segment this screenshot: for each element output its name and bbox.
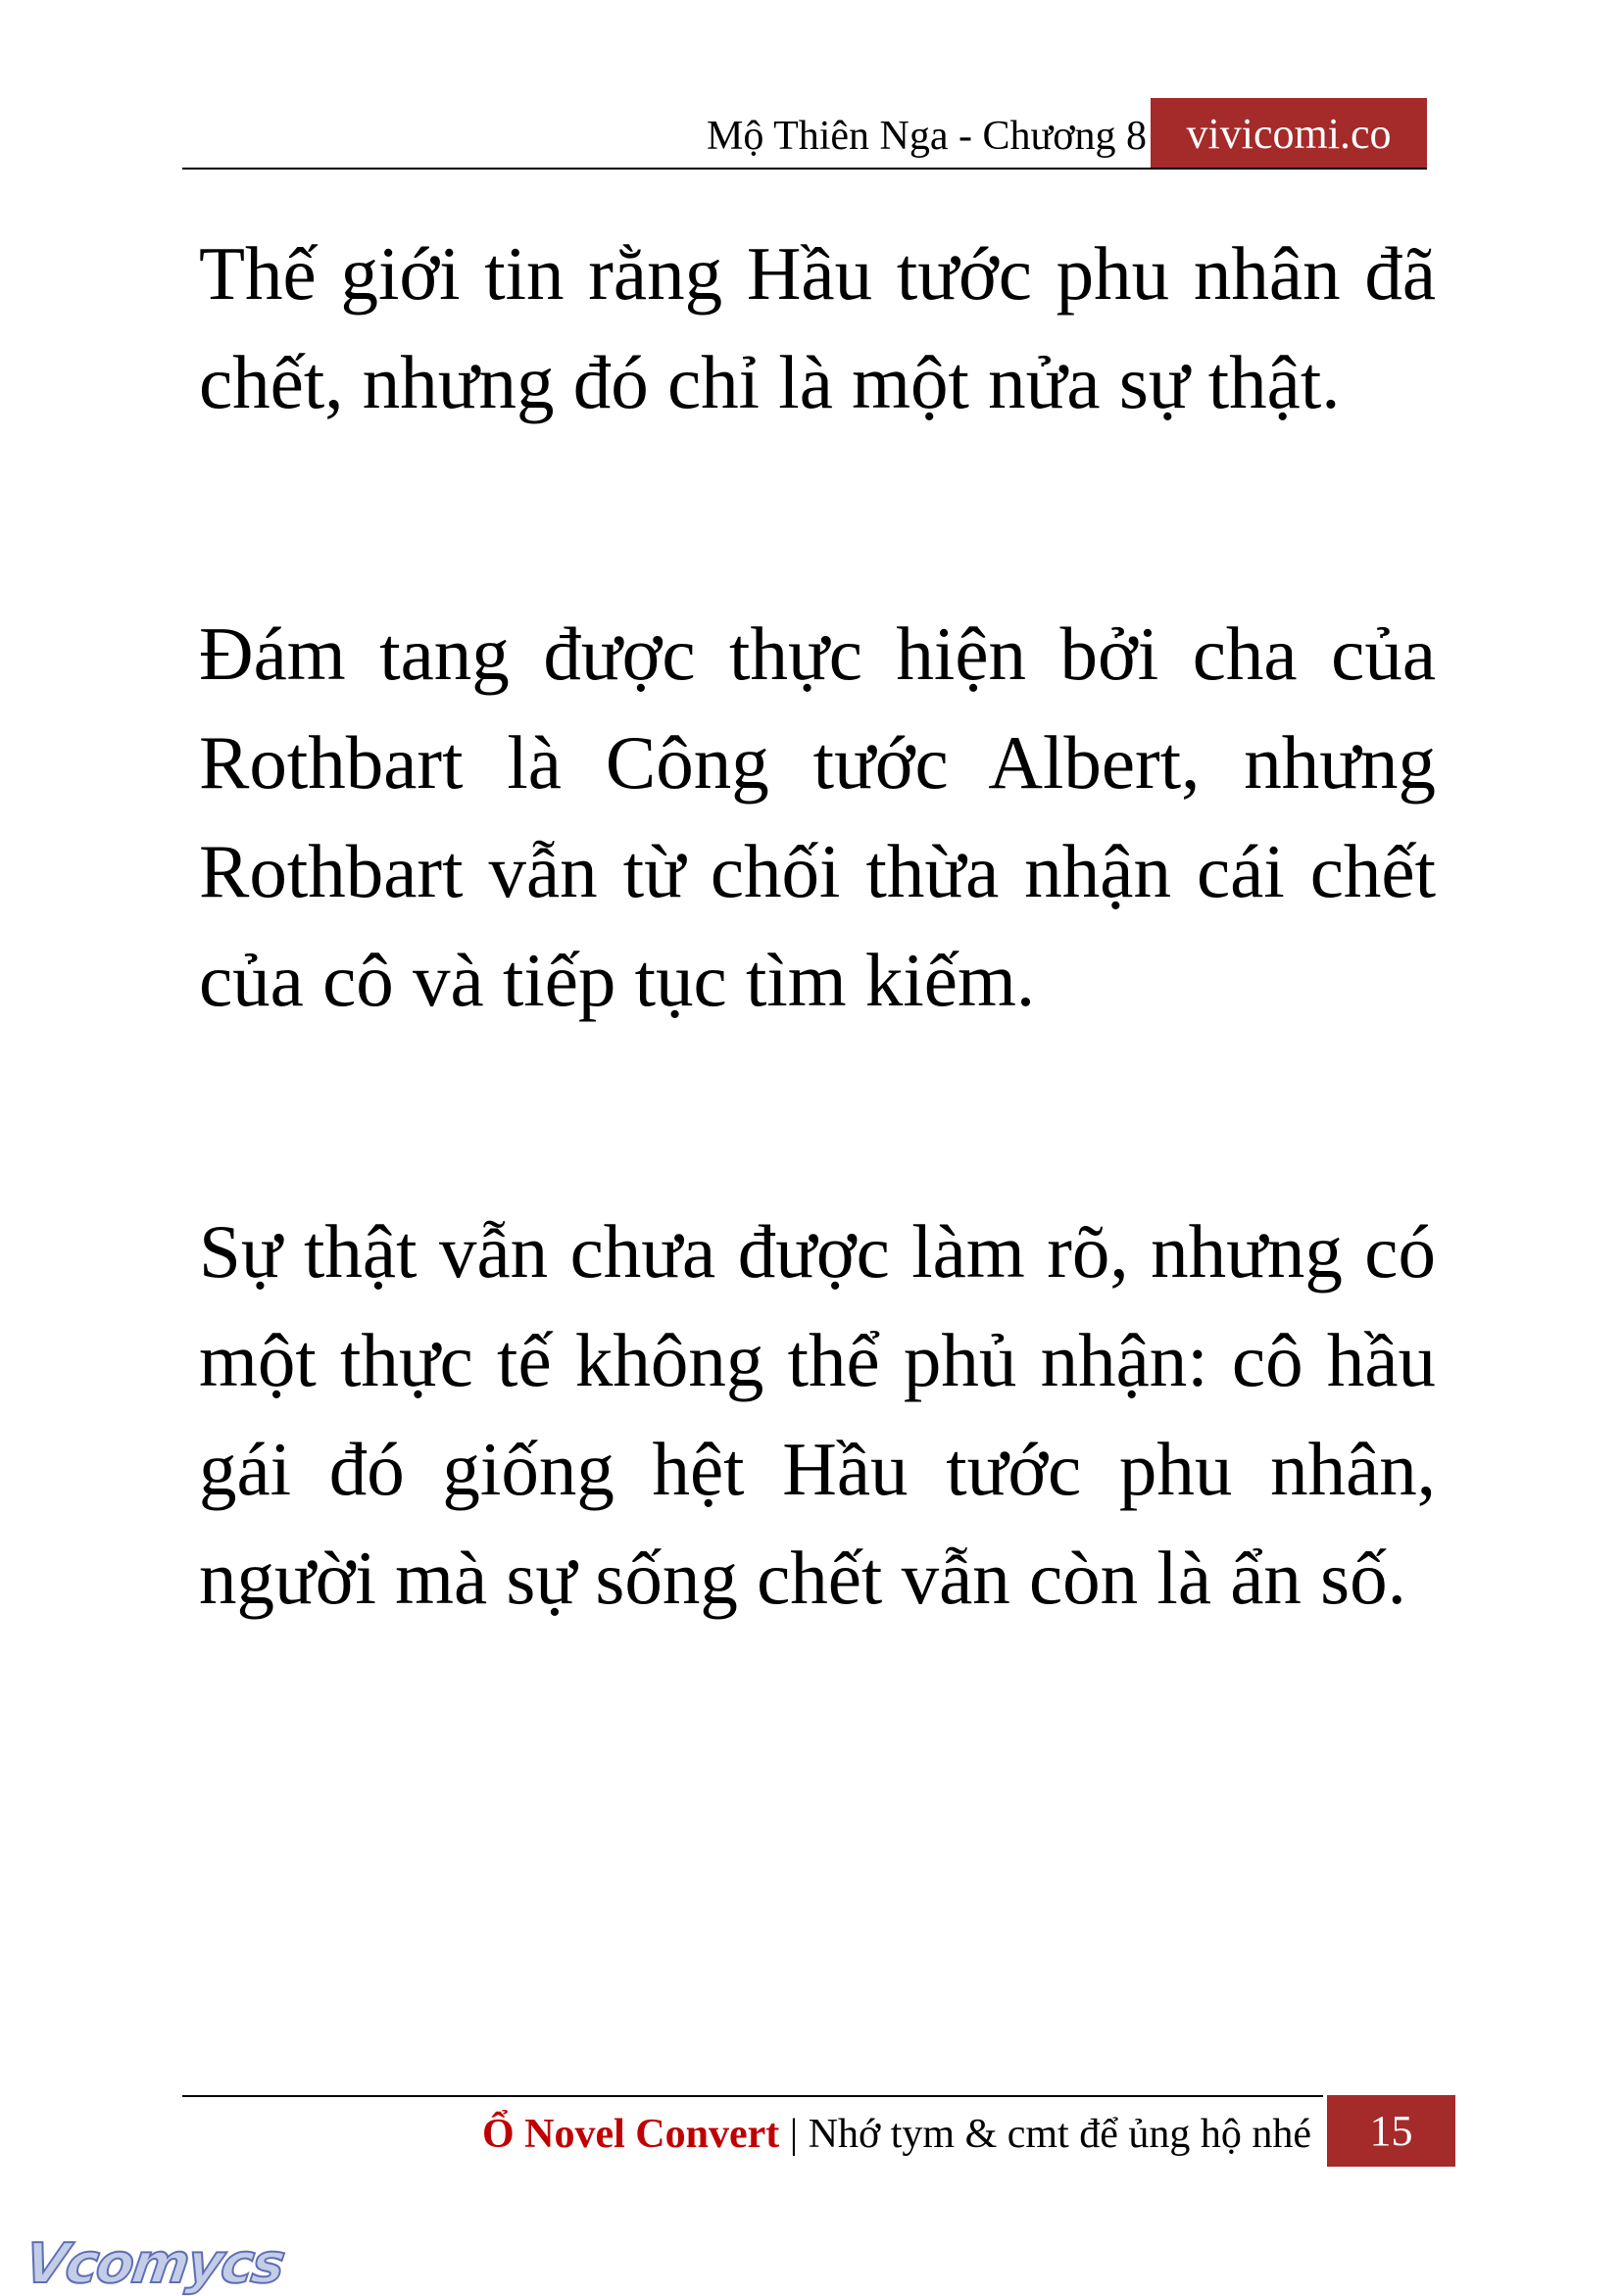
page-number: 15 xyxy=(1327,2095,1455,2167)
site-badge: vivicomi.co xyxy=(1151,98,1427,170)
header-divider xyxy=(182,168,1427,170)
paragraph: Sự thật vẫn chưa được làm rõ, nhưng có một thực tế không thể phủ nhận: cô hầu gái đó giống hệt Hầu tước phu nhân, người mà sự sống chết vẫn còn là ẩn số. xyxy=(199,1209,1436,1620)
footer-brand: Ổ Novel Convert xyxy=(481,2112,780,2157)
footer-note: Nhớ tym & cmt để ủng hộ nhé xyxy=(808,2112,1311,2157)
watermark-text: Vcomycs xyxy=(21,2232,287,2296)
paragraph: Đám tang được thực hiện bởi cha của Rothbart là Công tước Albert, nhưng Rothbart vẫn từ chối thừa nhận cái chết của cô và tiếp tục tìm kiếm. xyxy=(199,611,1436,1022)
footer-credit xyxy=(482,2109,1311,2160)
page-footer xyxy=(182,2095,1455,2167)
paragraph: Thế giới tin rằng Hầu tước phu nhân đã chết, nhưng đó chỉ là một nửa sự thật. xyxy=(199,231,1436,424)
chapter-text xyxy=(199,220,1436,1633)
watermark-logo xyxy=(21,2232,287,2296)
footer-divider xyxy=(182,2095,1323,2097)
page-header xyxy=(182,98,1427,170)
footer-separator: | xyxy=(779,2112,809,2157)
chapter-title: Mộ Thiên Nga - Chương 8 xyxy=(707,114,1147,159)
